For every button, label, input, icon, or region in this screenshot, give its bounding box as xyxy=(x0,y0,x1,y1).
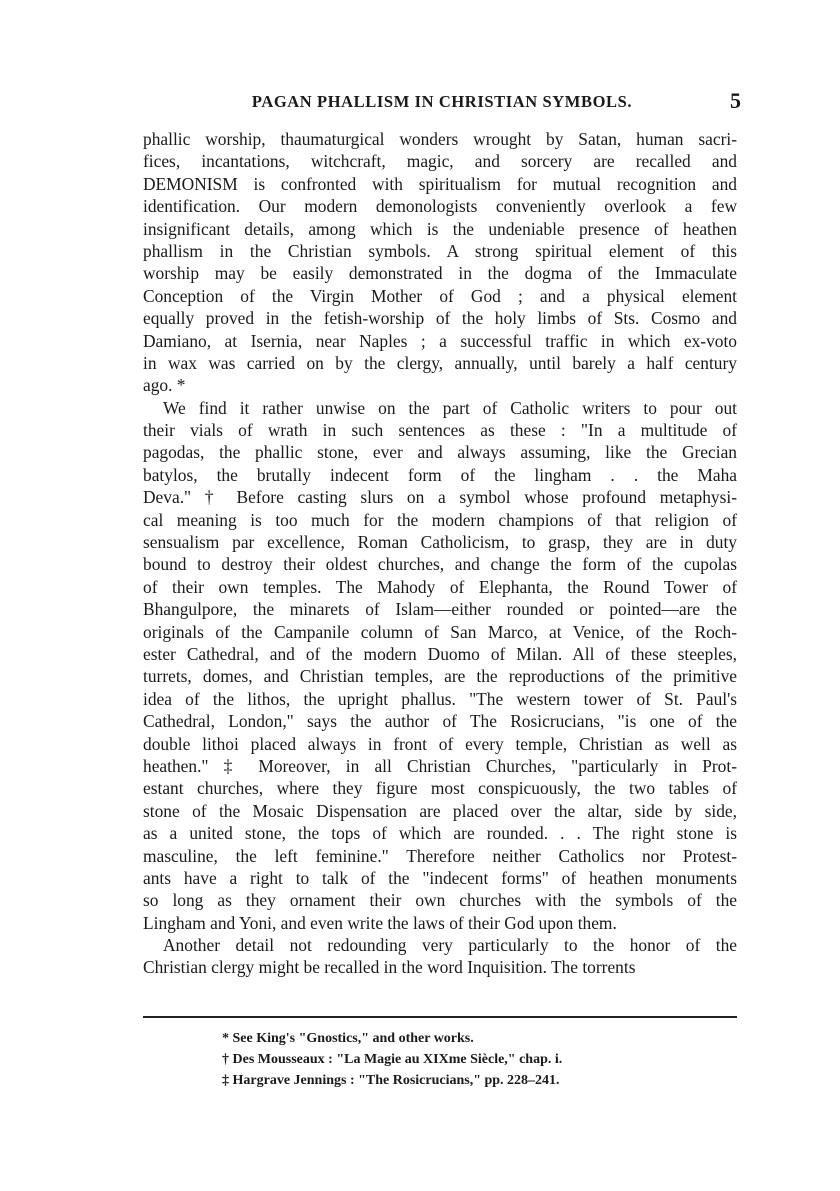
footnote: † Des Mousseaux : "La Magie au XIXme Siècle," chap. i. xyxy=(222,1052,563,1067)
body-line: DEMONISM is confronted with spiritualism for mutual recognition and xyxy=(143,173,737,194)
body-line: cal meaning is too much for the modern champions of that religion of xyxy=(143,509,737,530)
body-line: of their own temples. The Mahody of Elephanta, the Round Tower of xyxy=(143,576,737,597)
body-line: sensualism par excellence, Roman Catholicism, to grasp, they are in duty xyxy=(143,532,737,553)
body-line: Another detail not redounding very particularly to the honor of the xyxy=(163,935,737,956)
body-line: double lithoi placed always in front of every temple, Christian as well as xyxy=(143,733,737,754)
body-line: estant churches, where they figure most conspicuously, the two tables of xyxy=(143,778,737,799)
body-line: in wax was carried on by the clergy, annually, until barely a half century xyxy=(143,352,737,373)
body-line: masculine, the left feminine." Therefore neither Catholics nor Protest- xyxy=(143,845,737,866)
body-line: Christian clergy might be recalled in the word Inquisition. The torrents xyxy=(143,957,636,978)
body-line: Lingham and Yoni, and even write the laws of their God upon them. xyxy=(143,912,617,933)
body-line: We find it rather unwise on the part of Catholic writers to pour out xyxy=(163,397,737,418)
body-line: phallism in the Christian symbols. A strong spiritual element of this xyxy=(143,240,737,261)
body-line: Damiano, at Isernia, near Naples ; a successful traffic in which ex-voto xyxy=(143,330,737,351)
body-line: worship may be easily demonstrated in the dogma of the Immaculate xyxy=(143,263,737,284)
body-line: equally proved in the fetish-worship of the holy limbs of Sts. Cosmo and xyxy=(143,308,737,329)
body-line: insignificant details, among which is the undeniable presence of heathen xyxy=(143,218,737,239)
body-line: heathen." ‡ Moreover, in all Christian Churches, "particularly in Prot- xyxy=(143,755,737,776)
body-line: fices, incantations, witchcraft, magic, and sorcery are recalled and xyxy=(143,151,737,172)
body-line: stone of the Mosaic Dispensation are placed over the altar, side by side, xyxy=(143,800,737,821)
body-line: pagodas, the phallic stone, ever and always assuming, like the Grecian xyxy=(143,442,737,463)
body-line: ago. * xyxy=(143,375,186,396)
running-title: PAGAN PHALLISM IN CHRISTIAN SYMBOLS. xyxy=(251,92,633,111)
body-line: so long as they ornament their own churches with the symbols of the xyxy=(143,890,737,911)
body-line: turrets, domes, and Christian temples, are the reproductions of the primitive xyxy=(143,666,737,687)
body-line: their vials of wrath in such sentences as these : "In a multitude of xyxy=(143,420,737,441)
footnotes xyxy=(222,1028,742,1091)
body-line: Bhangulpore, the minarets of Islam—either rounded or pointed—are the xyxy=(143,599,737,620)
body-line: batylos, the brutally indecent form of the lingham . . the Maha xyxy=(143,464,737,485)
footnote: ‡ Hargrave Jennings : "The Rosicrucians," pp. 228–241. xyxy=(222,1073,560,1088)
page-number: 5 xyxy=(730,88,741,113)
body-line: idea of the lithos, the upright phallus. "The western tower of St. Paul's xyxy=(143,688,737,709)
body-line: as a united stone, the tops of which are rounded. . . The right stone is xyxy=(143,823,737,844)
body-line: phallic worship, thaumaturgical wonders wrought by Satan, human sacri- xyxy=(143,129,737,149)
body-line: originals of the Campanile column of San Marco, at Venice, of the Roch- xyxy=(143,621,737,642)
page-header xyxy=(143,88,741,114)
body-line: identification. Our modern demonologists conveniently overlook a few xyxy=(143,196,737,217)
body-line: ester Cathedral, and of the modern Duomo of Milan. All of these steeples, xyxy=(143,643,737,664)
body-line: ants have a right to talk of the "indecent forms" of heathen monuments xyxy=(143,867,737,888)
body-line: Cathedral, London," says the author of The Rosicrucians, "is one of the xyxy=(143,711,737,732)
body-text xyxy=(143,128,737,979)
body-line: bound to destroy their oldest churches, and change the form of the cupolas xyxy=(143,554,737,575)
footnote-rule xyxy=(143,1016,737,1018)
body-line: Deva." † Before casting slurs on a symbol whose profound metaphysi- xyxy=(143,487,737,508)
footnote: * See King's "Gnostics," and other works. xyxy=(222,1031,474,1046)
body-line: Conception of the Virgin Mother of God ; and a physical element xyxy=(143,285,737,306)
